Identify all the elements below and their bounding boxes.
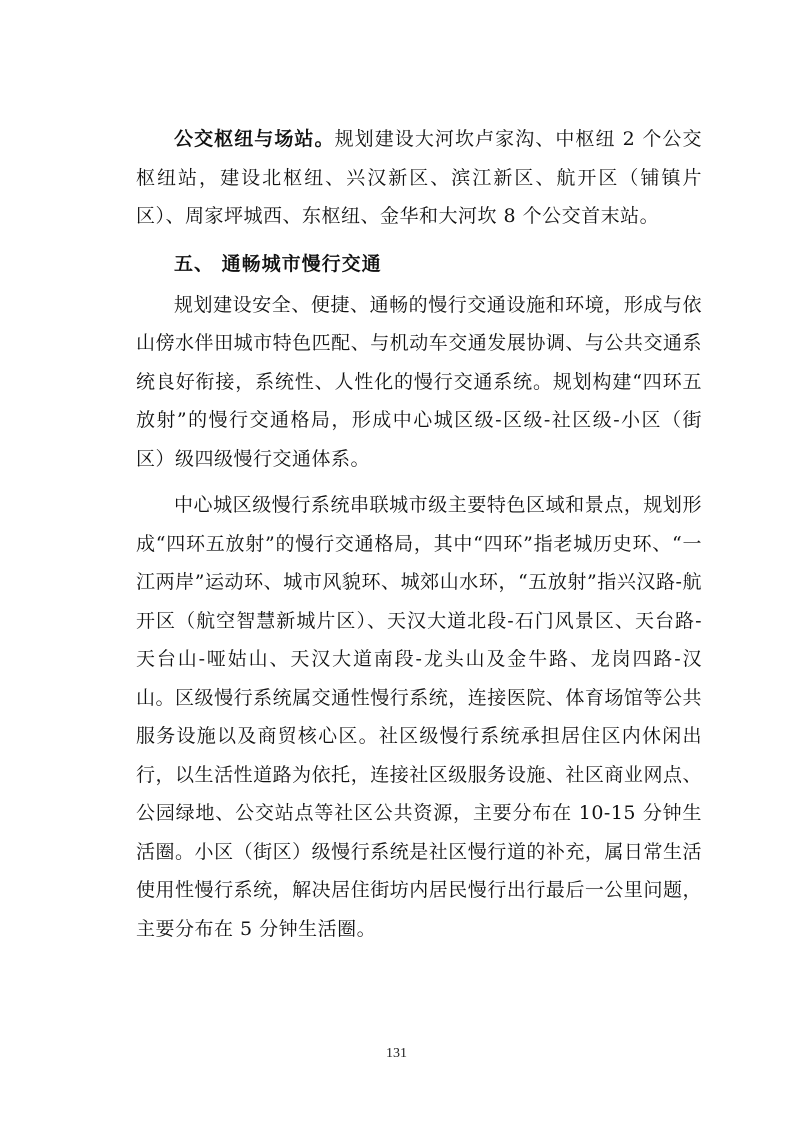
paragraph-slow-traffic-intro: 规划建设安全、便捷、通畅的慢行交通设施和环境，形成与依山傍水伴田城市特色匹配、与机动车交通发展协调、与公共交通系统良好衔接，系统性、人性化的慢行交通系统。规划构建“四环五放射”的慢行交通格局，形成中心城区级-区级-社区级-小区（街区）级四级慢行交通体系。 bbox=[136, 293, 702, 470]
paragraph-text: 规划建设大河坎卢家沟、中枢纽 2 个公交枢纽站，建设北枢纽、兴汉新区、滨江新区、航开区（铺镇片区）、周家坪城西、东枢纽、金华和大河坎 8 个公交首末站。 bbox=[136, 128, 702, 227]
paragraph-slow-traffic-levels: 中心城区级慢行系统串联城市级主要特色区域和景点，规划形成“四环五放射”的慢行交通格局，其中“四环”指老城历史环、“一江两岸”运动环、城市风貌环、城郊山水环，“五放射”指兴汉路-航开区（航空智慧新城片区）、天汉大道北段-石门风景区、天台路-天台山-哑姑山、天汉大道南段-龙头山及金牛路、龙岗四路-汉山。区级慢行系统属交通性慢行系统，连接医院、体育场馆等公共服务设施以及商贸核心区。社区级慢行系统承担居住区内休闲出行，以生活性道路为依托，连接社区级服务设施、社区商业网点、公园绿地、公交站点等社区公共资源，主要分布在 10-15 分钟生活圈。小区（街区）级慢行系统是社区慢行道的补充，属日常生活使用性慢行系统，解决居住街坊内居民慢行出行最后一公里问题，主要分布在 5 分钟生活圈。 bbox=[136, 494, 702, 940]
paragraph-bus-hubs bbox=[136, 120, 702, 236]
section-heading: 五、 通畅城市慢行交通 bbox=[174, 252, 382, 275]
page-body bbox=[136, 120, 702, 948]
paragraph-lead-bold: 公交枢纽与场站。 bbox=[174, 128, 335, 150]
page-number: 131 bbox=[386, 1046, 407, 1061]
